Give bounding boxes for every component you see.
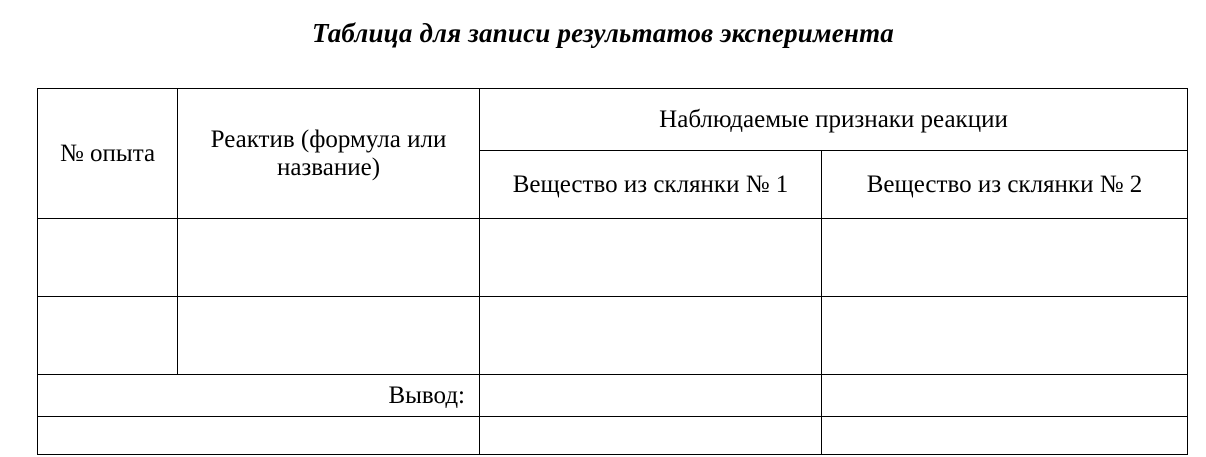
cell-bottle-2[interactable] [822,297,1188,375]
cell-experiment-number[interactable] [38,219,178,297]
page-title: Таблица для записи результатов эксперимента [311,18,894,48]
cell-experiment-number[interactable] [38,297,178,375]
conclusion-cell-bottle-1[interactable] [480,375,822,417]
table-row [38,219,1188,297]
conclusion-empty-bottle-2[interactable] [822,417,1188,455]
conclusion-empty-left[interactable] [38,417,480,455]
cell-bottle-1[interactable] [480,297,822,375]
table-row [38,297,1188,375]
conclusion-row-continuation [38,417,1188,455]
table-header-row-1 [38,89,1188,151]
conclusion-label: Вывод: [38,375,480,417]
header-substance-bottle-2: Вещество из склянки № 2 [822,151,1188,219]
results-table [37,88,1188,455]
header-substance-bottle-1: Вещество из склянки № 1 [480,151,822,219]
results-table-container [37,88,1187,455]
cell-bottle-2[interactable] [822,219,1188,297]
header-experiment-number: № опыта [38,89,178,219]
cell-reagent[interactable] [178,297,480,375]
conclusion-row [38,375,1188,417]
header-reagent: Реактив (формула или название) [178,89,480,219]
header-observed-signs: Наблюдаемые признаки реакции [480,89,1188,151]
cell-bottle-1[interactable] [480,219,822,297]
cell-reagent[interactable] [178,219,480,297]
conclusion-empty-bottle-1[interactable] [480,417,822,455]
conclusion-cell-bottle-2[interactable] [822,375,1188,417]
